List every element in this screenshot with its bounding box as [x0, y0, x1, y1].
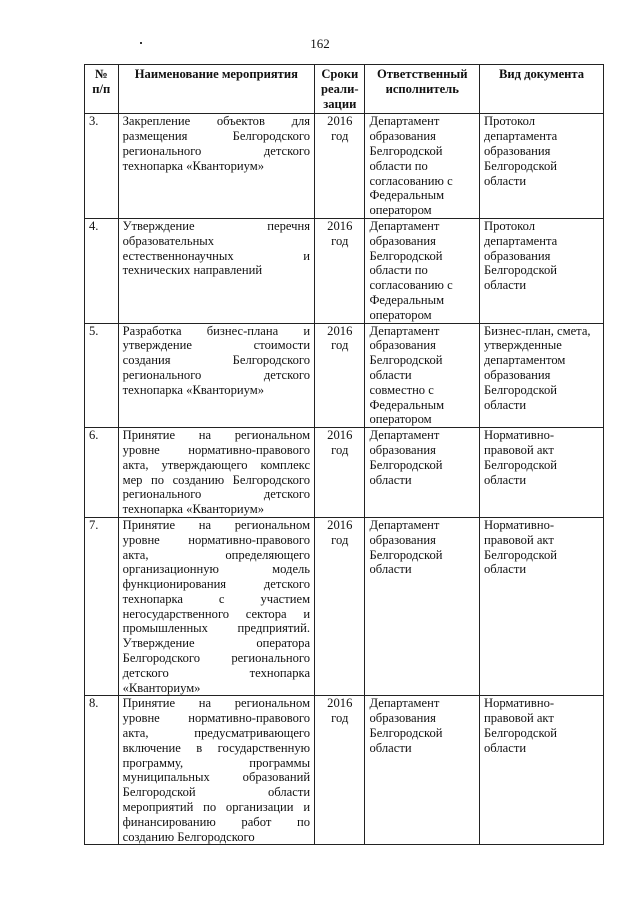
row-responsible — [365, 114, 480, 219]
responsible-line: области по — [369, 263, 428, 278]
table-row — [85, 323, 604, 428]
scan-speck — [140, 42, 142, 44]
responsible-line: Департамент — [369, 218, 440, 233]
measure-name-line: Закрепление объектов для — [122, 114, 311, 129]
responsible-line: совместно с — [369, 382, 434, 397]
table-body — [85, 114, 604, 845]
row-term — [315, 696, 365, 845]
measure-name-line: Утверждение перечня — [122, 218, 311, 233]
row-number: 8. — [85, 696, 119, 845]
responsible-line: оператором — [369, 203, 432, 218]
doc-type-line: Белгородской — [484, 263, 557, 278]
responsible-line: образования — [369, 233, 436, 248]
row-number: 6. — [85, 428, 119, 518]
measure-name-line: финансированию работ по — [122, 814, 311, 829]
measure-name-line: технопарка «Кванториум» — [122, 158, 265, 173]
row-number: 3. — [85, 114, 119, 219]
term-line: год — [331, 129, 349, 144]
responsible-line: образования — [369, 338, 436, 353]
doc-type-line: департамента — [484, 233, 558, 248]
measure-name-line: программу, программы — [122, 755, 311, 770]
doc-type-line: Нормативно- — [484, 696, 555, 711]
doc-type-line: области — [484, 740, 527, 755]
term-line: год — [331, 233, 349, 248]
responsible-line: Департамент — [369, 428, 440, 443]
row-doc-type — [480, 517, 604, 696]
measure-name-line: организационную модель — [122, 562, 311, 577]
doc-type-line: Бизнес-план, смета, — [484, 323, 591, 338]
row-term — [315, 323, 365, 428]
responsible-line: Департамент — [369, 696, 440, 711]
responsible-line: области — [369, 472, 412, 487]
measure-name-line: муниципальных образований — [122, 770, 311, 785]
responsible-line: согласованию с — [369, 278, 453, 293]
row-measure-name — [118, 114, 314, 219]
measure-name-line: размещения Белгородского — [122, 129, 311, 144]
row-measure-name — [118, 218, 314, 323]
term-line: 2016 — [327, 517, 353, 532]
responsible-line: оператором — [369, 412, 432, 427]
table-header-row — [85, 65, 604, 114]
page-number: 162 — [310, 36, 330, 51]
measure-name-line: создания Белгородского — [122, 353, 311, 368]
doc-type-line: Нормативно- — [484, 428, 555, 443]
doc-type-line: Белгородской — [484, 726, 557, 741]
responsible-line: области — [369, 740, 412, 755]
measure-name-line: негосударственного сектора и — [122, 606, 311, 621]
row-responsible — [365, 218, 480, 323]
measure-name-line: мер по созданию Белгородского — [122, 472, 311, 487]
row-measure-name — [118, 428, 314, 518]
header-doc-type — [480, 65, 604, 114]
table-row — [85, 218, 604, 323]
measure-name-line: образовательных — [122, 233, 215, 248]
responsible-line: области — [369, 562, 412, 577]
row-number: 5. — [85, 323, 119, 428]
measure-name-line: функционирования детского — [122, 577, 311, 592]
term-line: 2016 — [327, 218, 353, 233]
responsible-line: оператором — [369, 307, 432, 322]
header-term-line: Сроки — [321, 67, 359, 81]
responsible-line: образования — [369, 442, 436, 457]
measure-name-line: «Кванториум» — [122, 680, 201, 695]
row-measure-name — [118, 696, 314, 845]
doc-type-line: Нормативно- — [484, 517, 555, 532]
row-term — [315, 218, 365, 323]
header-doc-type-text: Вид документа — [498, 67, 585, 81]
row-doc-type — [480, 323, 604, 428]
responsible-line: Департамент — [369, 517, 440, 532]
measure-name-line: детского технопарка — [122, 665, 311, 680]
row-responsible — [365, 323, 480, 428]
header-num-line: п/п — [92, 81, 111, 96]
row-doc-type — [480, 218, 604, 323]
measure-name-line: технопарка «Кванториум» — [122, 502, 265, 517]
term-line: 2016 — [327, 323, 353, 338]
doc-type-line: области — [484, 397, 527, 412]
header-term-line: зации — [323, 96, 357, 111]
doc-type-line: образования — [484, 248, 551, 263]
measure-name-line: промышленных предприятий. — [122, 621, 311, 636]
measure-name-line: регионального детского — [122, 367, 311, 382]
doc-type-line: Белгородской — [484, 547, 557, 562]
measures-table — [84, 64, 604, 845]
row-responsible — [365, 696, 480, 845]
header-name-text: Наименование мероприятия — [134, 67, 298, 81]
measure-name-line: созданию Белгородского — [122, 829, 255, 844]
measure-name-line: Белгородской области — [122, 785, 311, 800]
measure-name-line: утверждение стоимости — [122, 338, 311, 353]
measure-name-line: мероприятий по организации и — [122, 800, 311, 815]
responsible-line: Департамент — [369, 323, 440, 338]
responsible-line: Департамент — [369, 114, 440, 129]
doc-type-line: области — [484, 278, 527, 293]
term-line: 2016 — [327, 114, 353, 129]
term-line: 2016 — [327, 428, 353, 443]
responsible-line: Федеральным — [369, 292, 445, 307]
measure-name-line: уровне нормативно-правового — [122, 442, 311, 457]
term-line: год — [331, 532, 349, 547]
measure-name-line: регионального детского — [122, 487, 311, 502]
measure-name-line: Принятие на региональном — [122, 517, 311, 532]
responsible-line: образования — [369, 532, 436, 547]
table-row — [85, 696, 604, 845]
header-responsible — [365, 65, 480, 114]
measure-name-line: Утверждение оператора — [122, 636, 311, 651]
responsible-line: Федеральным — [369, 188, 445, 203]
doc-type-line: департаментом — [484, 353, 566, 368]
measure-name-line: технических направлений — [122, 263, 263, 278]
responsible-line: Белгородской — [369, 143, 443, 158]
responsible-line: области по — [369, 158, 428, 173]
doc-type-line: Протокол — [484, 114, 536, 129]
doc-type-line: области — [484, 472, 527, 487]
row-number: 7. — [85, 517, 119, 696]
row-measure-name — [118, 323, 314, 428]
header-term-line: реали- — [321, 81, 359, 96]
responsible-line: области — [369, 367, 412, 382]
measure-name-line: Принятие на региональном — [122, 696, 311, 711]
doc-type-line: Белгородской — [484, 158, 557, 173]
doc-type-line: области — [484, 562, 527, 577]
responsible-line: образования — [369, 711, 436, 726]
measure-name-line: технопарка «Кванториум» — [122, 382, 265, 397]
measure-name-line: уровне нормативно-правового — [122, 532, 311, 547]
measure-name-line: акта, определяющего — [122, 547, 311, 562]
doc-type-line: правовой акт — [484, 532, 554, 547]
term-line: год — [331, 338, 349, 353]
responsible-line: согласованию с — [369, 173, 453, 188]
row-doc-type — [480, 696, 604, 845]
measure-name-line: включение в государственную — [122, 740, 311, 755]
measure-name-line: уровне нормативно-правового — [122, 711, 311, 726]
row-doc-type — [480, 428, 604, 518]
header-responsible-line: Ответственный — [377, 67, 468, 81]
doc-type-line: образования — [484, 143, 551, 158]
row-term — [315, 428, 365, 518]
doc-type-line: образования — [484, 367, 551, 382]
table-row — [85, 517, 604, 696]
term-line: 2016 — [327, 696, 353, 711]
header-name — [118, 65, 314, 114]
header-term — [315, 65, 365, 114]
responsible-line: Белгородской — [369, 353, 443, 368]
measure-name-line: акта, утверждающего комплекс — [122, 457, 311, 472]
doc-type-line: области — [484, 173, 527, 188]
measure-name-line: Разработка бизнес-плана и — [122, 323, 311, 338]
term-line: год — [331, 442, 349, 457]
header-num — [85, 65, 119, 114]
measure-name-line: Принятие на региональном — [122, 428, 311, 443]
responsible-line: Белгородской — [369, 547, 443, 562]
row-term — [315, 517, 365, 696]
measure-name-line: Белгородского регионального — [122, 651, 311, 666]
header-responsible-line: исполнитель — [385, 81, 459, 96]
responsible-line: Федеральным — [369, 397, 445, 412]
doc-type-line: Протокол — [484, 218, 536, 233]
responsible-line: Белгородской — [369, 457, 443, 472]
table-row — [85, 114, 604, 219]
doc-type-line: правовой акт — [484, 442, 554, 457]
row-responsible — [365, 428, 480, 518]
row-doc-type — [480, 114, 604, 219]
doc-type-line: Белгородской — [484, 382, 557, 397]
responsible-line: Белгородской — [369, 248, 443, 263]
doc-type-line: Белгородской — [484, 457, 557, 472]
responsible-line: Белгородской — [369, 726, 443, 741]
measure-name-line: естественнонаучных и — [122, 248, 311, 263]
measure-name-line: технопарка с участием — [122, 591, 311, 606]
doc-type-line: департамента — [484, 129, 558, 144]
row-number: 4. — [85, 218, 119, 323]
row-responsible — [365, 517, 480, 696]
measure-name-line: регионального детского — [122, 143, 311, 158]
row-measure-name — [118, 517, 314, 696]
table-row — [85, 428, 604, 518]
doc-type-line: утвержденные — [484, 338, 562, 353]
responsible-line: образования — [369, 129, 436, 144]
measure-name-line: акта, предусматривающего — [122, 726, 311, 741]
header-num-line: № — [94, 67, 108, 81]
doc-type-line: правовой акт — [484, 711, 554, 726]
term-line: год — [331, 711, 349, 726]
row-term — [315, 114, 365, 219]
